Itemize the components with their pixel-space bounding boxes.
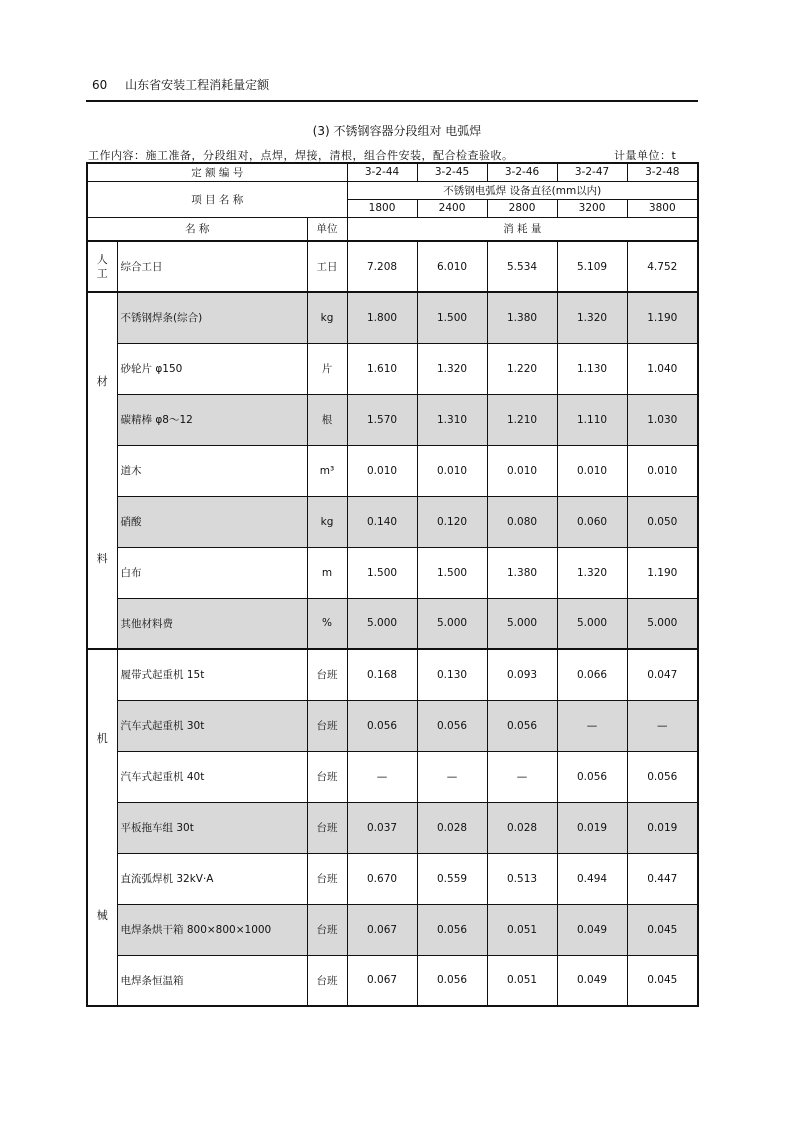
value-cell: 0.067 (347, 904, 417, 955)
table-row (87, 904, 698, 955)
value-cell: 0.010 (627, 445, 698, 496)
table-row (87, 955, 698, 1006)
value-cell: 0.045 (627, 904, 698, 955)
table-row (87, 547, 698, 598)
value-cell: 0.010 (487, 445, 557, 496)
value-cell: — (417, 751, 487, 802)
item-unit: kg (307, 292, 347, 343)
item-unit: m³ (307, 445, 347, 496)
value-cell: 0.050 (627, 496, 698, 547)
value-cell: 0.067 (347, 955, 417, 1006)
value-cell: 5.000 (417, 598, 487, 649)
value-cell: 0.447 (627, 853, 698, 904)
table-row (87, 343, 698, 394)
table-row (87, 394, 698, 445)
page-header (92, 76, 269, 93)
table-row (87, 445, 698, 496)
value-cell: 1.500 (417, 547, 487, 598)
category-char: 机 (96, 732, 108, 746)
item-name: 砂轮片 φ150 (117, 343, 307, 394)
item-unit: m (307, 547, 347, 598)
value-cell: 0.056 (487, 700, 557, 751)
item-name: 硝酸 (117, 496, 307, 547)
item-name: 电焊条恒温箱 (117, 955, 307, 1006)
item-unit: 台班 (307, 955, 347, 1006)
item-unit: % (307, 598, 347, 649)
value-cell: 1.030 (627, 394, 698, 445)
value-cell: 0.066 (557, 649, 627, 700)
work-content: 工作内容：施工准备，分段组对，点焊，焊接，清根，组合件安装，配合检查验收。 (88, 149, 514, 162)
name-label: 名 称 (87, 217, 307, 241)
value-cell: 0.010 (347, 445, 417, 496)
value-cell: 5.000 (487, 598, 557, 649)
value-cell: 1.610 (347, 343, 417, 394)
item-unit: 根 (307, 394, 347, 445)
value-cell: 0.080 (487, 496, 557, 547)
category-char: 料 (96, 551, 108, 565)
table-row (87, 598, 698, 649)
value-cell: 5.000 (557, 598, 627, 649)
diameter-cell: 3800 (627, 199, 698, 217)
item-name: 道木 (117, 445, 307, 496)
item-unit: 台班 (307, 904, 347, 955)
item-name: 直流弧焊机 32kV·A (117, 853, 307, 904)
value-cell: 1.190 (627, 292, 698, 343)
value-cell: 0.056 (557, 751, 627, 802)
group-row (87, 181, 698, 199)
item-name: 履带式起重机 15t (117, 649, 307, 700)
value-cell: 0.037 (347, 802, 417, 853)
value-cell: 1.130 (557, 343, 627, 394)
value-cell: 1.380 (487, 292, 557, 343)
item-name: 碳精棒 φ8～12 (117, 394, 307, 445)
value-cell: 6.010 (417, 241, 487, 292)
item-name: 综合工日 (117, 241, 307, 292)
category-machine (87, 649, 117, 1006)
value-cell: 5.109 (557, 241, 627, 292)
section-title: (3) 不锈钢容器分段组对 电弧焊 (312, 124, 482, 138)
diameter-cell: 1800 (347, 199, 417, 217)
code-cell: 3-2-48 (627, 163, 698, 181)
value-cell: 0.019 (557, 802, 627, 853)
item-name: 汽车式起重机 30t (117, 700, 307, 751)
header-rule (86, 100, 698, 102)
item-name-label: 项 目 名 称 (87, 181, 347, 217)
item-unit: 台班 (307, 649, 347, 700)
value-cell: — (487, 751, 557, 802)
column-header-row (87, 217, 698, 241)
value-cell: 0.060 (557, 496, 627, 547)
table-row (87, 292, 698, 343)
value-cell: 0.140 (347, 496, 417, 547)
table-row (87, 496, 698, 547)
diameter-cell: 2800 (487, 199, 557, 217)
item-unit: kg (307, 496, 347, 547)
value-cell: 1.380 (487, 547, 557, 598)
value-cell: 0.047 (627, 649, 698, 700)
group-label: 不锈钢电弧焊 设备直径(mm以内) (347, 181, 698, 199)
value-cell: 1.220 (487, 343, 557, 394)
value-cell: 0.045 (627, 955, 698, 1006)
value-cell: 0.093 (487, 649, 557, 700)
value-cell: 0.049 (557, 955, 627, 1006)
item-unit: 台班 (307, 853, 347, 904)
item-unit: 台班 (307, 700, 347, 751)
value-cell: 0.051 (487, 955, 557, 1006)
value-cell: 4.752 (627, 241, 698, 292)
value-cell: 1.320 (557, 292, 627, 343)
value-cell: 1.500 (347, 547, 417, 598)
category-material (87, 292, 117, 649)
quota-table (86, 162, 699, 1007)
value-cell: 1.110 (557, 394, 627, 445)
item-name: 汽车式起重机 40t (117, 751, 307, 802)
diameter-cell: 3200 (557, 199, 627, 217)
table-row (87, 853, 698, 904)
value-cell: — (347, 751, 417, 802)
value-cell: 0.028 (417, 802, 487, 853)
value-cell: 1.500 (417, 292, 487, 343)
table-row (87, 700, 698, 751)
value-cell: 0.513 (487, 853, 557, 904)
item-unit: 片 (307, 343, 347, 394)
value-cell: 0.051 (487, 904, 557, 955)
value-cell: 0.056 (417, 700, 487, 751)
value-cell: 5.534 (487, 241, 557, 292)
consumption-label: 消 耗 量 (347, 217, 698, 241)
table-row (87, 241, 698, 292)
value-cell: 0.559 (417, 853, 487, 904)
category-char: 人 (96, 252, 108, 266)
item-name: 白布 (117, 547, 307, 598)
item-name: 其他材料费 (117, 598, 307, 649)
value-cell: 7.208 (347, 241, 417, 292)
value-cell: 0.010 (417, 445, 487, 496)
value-cell: 0.049 (557, 904, 627, 955)
value-cell: 0.494 (557, 853, 627, 904)
value-cell: 0.056 (417, 904, 487, 955)
value-cell: 1.310 (417, 394, 487, 445)
value-cell: 1.800 (347, 292, 417, 343)
code-cell: 3-2-47 (557, 163, 627, 181)
item-name: 平板拖车组 30t (117, 802, 307, 853)
value-cell: 0.056 (417, 955, 487, 1006)
code-cell: 3-2-45 (417, 163, 487, 181)
value-cell: 1.190 (627, 547, 698, 598)
value-cell: — (557, 700, 627, 751)
code-cell: 3-2-44 (347, 163, 417, 181)
measure-unit: 计量单位：t (614, 149, 677, 162)
value-cell: 1.320 (417, 343, 487, 394)
value-cell: 0.168 (347, 649, 417, 700)
table-row (87, 802, 698, 853)
item-name: 电焊条烘干箱 800×800×1000 (117, 904, 307, 955)
item-unit: 工日 (307, 241, 347, 292)
value-cell: 1.210 (487, 394, 557, 445)
code-row (87, 163, 698, 181)
quota-number-label: 定 额 编 号 (87, 163, 347, 181)
value-cell: 0.056 (347, 700, 417, 751)
category-char: 材 (96, 375, 108, 389)
table-row (87, 751, 698, 802)
item-unit: 台班 (307, 802, 347, 853)
book-title: 山东省安装工程消耗量定额 (125, 78, 270, 92)
value-cell: 0.028 (487, 802, 557, 853)
item-unit: 台班 (307, 751, 347, 802)
page-number: 60 (92, 78, 108, 92)
category-char: 械 (96, 908, 108, 922)
value-cell: 0.010 (557, 445, 627, 496)
value-cell: 1.040 (627, 343, 698, 394)
value-cell: 1.320 (557, 547, 627, 598)
table-row (87, 649, 698, 700)
unit-label: 单位 (307, 217, 347, 241)
value-cell: 5.000 (627, 598, 698, 649)
value-cell: 0.056 (627, 751, 698, 802)
diameter-cell: 2400 (417, 199, 487, 217)
value-cell: 0.019 (627, 802, 698, 853)
value-cell: 5.000 (347, 598, 417, 649)
category-char: 工 (96, 266, 108, 280)
category-labor (87, 241, 117, 292)
code-cell: 3-2-46 (487, 163, 557, 181)
value-cell: 0.120 (417, 496, 487, 547)
value-cell: 0.670 (347, 853, 417, 904)
value-cell: — (627, 700, 698, 751)
value-cell: 1.570 (347, 394, 417, 445)
item-name: 不锈钢焊条(综合) (117, 292, 307, 343)
value-cell: 0.130 (417, 649, 487, 700)
